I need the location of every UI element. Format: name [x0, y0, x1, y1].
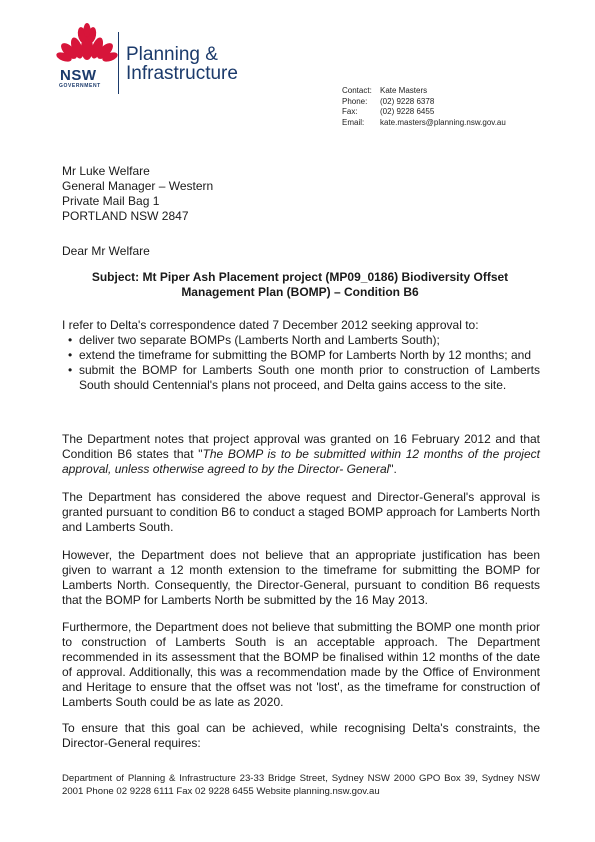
- bullet-icon: •: [68, 363, 73, 377]
- salutation: Dear Mr Welfare: [62, 244, 150, 258]
- email-label: Email:: [342, 117, 365, 127]
- email-row: [342, 118, 506, 129]
- recipient-name: Mr Luke Welfare: [62, 164, 150, 178]
- bullet-icon: •: [68, 348, 73, 362]
- phone-row: [342, 97, 506, 108]
- phone-label: Phone:: [342, 96, 368, 106]
- subject-heading: [62, 270, 538, 300]
- fax-value: (02) 9228 6455: [380, 107, 435, 117]
- logo-nsw-text: NSW: [60, 67, 97, 84]
- recipient-address: [62, 164, 213, 224]
- contact-name: Kate Masters: [380, 86, 428, 95]
- intro-paragraph: I refer to Delta's correspondence dated 7 December 2012 seeking approval to:: [62, 318, 479, 332]
- paragraph-approval-date: [62, 432, 540, 477]
- fax-row: [342, 107, 506, 118]
- email-link[interactable]: kate.masters@planning.nsw.gov.au: [380, 117, 506, 127]
- condition-quote: The BOMP is to be submitted within 12 months of the project approval, unless otherwise agreed to by the Director- General: [62, 447, 540, 476]
- subject-line: Management Plan (BOMP) – Condition B6: [181, 285, 419, 299]
- contact-label: Contact:: [342, 86, 372, 95]
- contact-row: [342, 86, 506, 97]
- logo-infrastructure-text: Infrastructure: [126, 63, 238, 84]
- list-item-text: deliver two separate BOMPs (Lamberts North and Lamberts South);: [79, 333, 440, 347]
- paragraph-lamberts-south: Furthermore, the Department does not believe that submitting the BOMP one month prior to construction of Lamberts South is an acceptable approach. The Department recommended in its assessment that the BOMP be finalised within 12 months of the date of approval. Additionally, this was a recommendation made by the Office of Environment and Heritage to ensure that the offset was not 'lost', as the timeframe for construction of Lamberts South could be as late as 2020.: [62, 620, 540, 709]
- recipient-mailbag: Private Mail Bag 1: [62, 194, 160, 208]
- contact-details: [342, 86, 506, 128]
- request-list: [62, 333, 540, 393]
- list-item: [62, 363, 540, 393]
- logo-divider: [118, 32, 119, 94]
- list-item: [62, 333, 540, 348]
- logo-planning-text: Planning &: [126, 44, 218, 65]
- recipient-title: General Manager – Western: [62, 179, 214, 193]
- paragraph-extension: However, the Department does not believe that an appropriate justification has been given to warrant a 12 month extension to the timeframe for submitting the BOMP for Lamberts North. Consequently, the Director-General, pursuant to condition B6 requests that the BOMP for Lamberts North be submitted by the 16 May 2013.: [62, 548, 540, 607]
- bullet-icon: •: [68, 333, 73, 347]
- fax-label: Fax:: [342, 107, 358, 117]
- paragraph-text: ".: [389, 462, 397, 476]
- paragraph-requirements: To ensure that this goal can be achieved, while recognising Delta's constraints, the Director-General requires:: [62, 721, 540, 750]
- list-item-text: extend the timeframe for submitting the BOMP for Lamberts North by 12 months; and: [79, 348, 531, 362]
- list-item-text: submit the BOMP for Lamberts South one month prior to construction of Lamberts South should Centennial's plans not proceed, and Delta gains access to the site.: [79, 363, 540, 392]
- paragraph-text: The Department notes that project approval was granted on 16 February 2012 and that Condition B6 states that ": [62, 432, 540, 461]
- waratah-icon: [56, 18, 118, 68]
- logo-government-text: GOVERNMENT: [59, 83, 101, 89]
- recipient-locality: PORTLAND NSW 2847: [62, 209, 189, 223]
- subject-line: Subject: Mt Piper Ash Placement project (MP09_0186) Biodiversity Offset: [91, 270, 509, 284]
- nsw-logo: [56, 18, 266, 88]
- letter-footer: Department of Planning & Infrastructure 23-33 Bridge Street, Sydney NSW 2000 GPO Box 39, Sydney NSW 2001 Phone 02 9228 6111 Fax 02 9228 6455 Website planning.nsw.gov.au: [62, 773, 540, 797]
- paragraph-staged-approval: The Department has considered the above request and Director-General's approval is granted pursuant to condition B6 to conduct a staged BOMP approach for Lamberts North and Lamberts South.: [62, 490, 540, 534]
- phone-value: (02) 9228 6378: [380, 96, 435, 106]
- list-item: [62, 348, 540, 363]
